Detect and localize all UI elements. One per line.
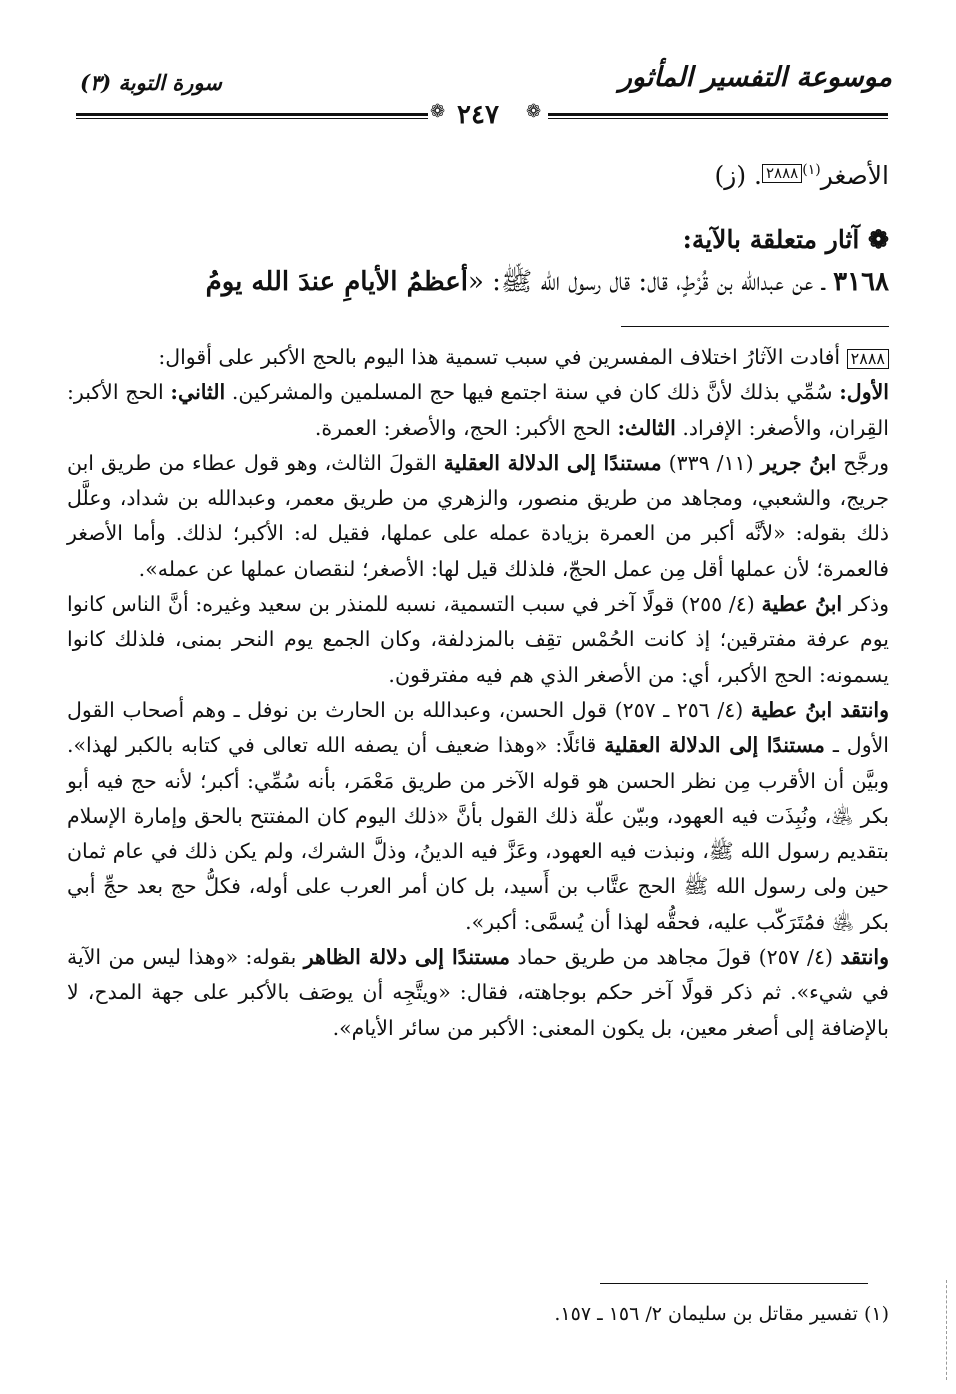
p4-bold-2: مستندًا إلى الدلالة العقلية [604, 733, 825, 758]
commentary-note [67, 340, 889, 1046]
footnote-marker: (١) [802, 162, 821, 178]
p1-bold-1: الأول: [839, 380, 889, 405]
p3-text-b: (٤/ ٢٥٥) قولًا آخر في سبب التسمية، نسبه للمنذر بن سعيد وغيره: أنَّ الناس كانوا يوم عرفة مفترقين؛ إذ كانت الحُمْس تقِف بالمزدلفة، وكان الجمع يوم النحر بمنى، فلذلك كانوا يسمونه: الحج الأكبر، أي: من الأصغر الذي هم فيه مفترقون. [67, 592, 889, 687]
hadith-line [67, 262, 889, 302]
ornament-right-icon: ❁ [526, 101, 542, 122]
p4-bold-1: وانتقد ابنُ عطية [750, 697, 890, 722]
p1-text-1: سُمِّي بذلك لأنَّ ذلك كان في سنة اجتمع فيها حج المسلمين والمشركين. [225, 380, 840, 405]
hadith-bold-text: أعظمُ الأيامِ عندَ الله يومُ [205, 267, 468, 297]
continuation-text: الأصغر [820, 161, 889, 190]
commentary-separator [621, 326, 889, 327]
p1-text-2: الحج الأكبر: القِران، والأصغر: الإفراد. [67, 380, 889, 440]
p4-text-b: قائلًا: «وهذا ضعيف أن يصفه الله تعالى في كتابه بالكبر لهذا». وبيَّن أن الأقرب مِن نظر الحسن هو قوله الآخر من طريق مَعْمَر، بأنه سُمِّي: أكبر؛ لأنه حج فيه أبو بكر ﵁، ونُبِذَت فيه العهود، وبيّن علّة ذلك القول بأنَّ «ذلك اليوم كان المفتتح بالحق وإمارة الإسلام بتقديم رسول الله ﷺ، ونبذت فيه العهود، وعَزَّ فيه الدينُ، وذلَّ الشرك، ولم يكن ذلك في عام ثمان حين ولى رسول الله ﷺ الحج عتَّاب بن أَسيد، بل كان أمر العرب على أوله، فكلُّ حج بعد حجِّ أبي بكر ﵁ فمُتَرَكّب عليه، فحقُّه لهذا أن يُسمَّى: أكبر». [67, 733, 889, 934]
footnote-separator [600, 1283, 868, 1284]
p2-bold-1: ابنُ جرير [760, 450, 837, 475]
note-paragraph-5 [67, 940, 889, 1046]
hadith-text: ـ عن عبدالله بن قُرْطٍ، قال: قال رسول الله ﷺ: « [467, 267, 834, 297]
p3-text-a: وذكر [842, 592, 889, 617]
continuation-line [67, 152, 889, 194]
margin-marks [946, 1280, 949, 1380]
p5-text-a: (٤/ ٢٥٧) قولَ مجاهد من طريق حماد [510, 945, 841, 970]
note-intro-text: أفادت الآثارُ اختلاف المفسرين في سبب تسمية هذا اليوم بالحج الأكبر على أقوال: [158, 345, 847, 369]
note-paragraph-3 [67, 587, 889, 693]
page-number: ٢٤٧ [457, 100, 499, 130]
note-paragraph-1 [67, 375, 889, 446]
hadith-number: ٣١٦٨ [833, 267, 889, 297]
p1-bold-2: الثاني: [170, 380, 226, 405]
p5-text-b: بقوله: «وهذا ليس من الآية في شيء». ثم ذكر قولًا آخر حكم بوجاهته، فقال: «ويتَّجِه أن يوصَف بالأكبر على جهة المدح، لا بالإضافة إلى أصغر معين، بل يكون المعنى: الأكبر من سائر الأيام». [67, 945, 889, 1040]
p2-text-c: القولَ الثالث، وهو قول عطاء من طريق ابن جريج، والشعبي، ومجاهد من طريق منصور، والزهري من طريق معمر، وعبدالله بن شداد، وعلَّل ذلك بقوله: «لأنَّه أكبر من العمرة بزيادة عمله على عملها، فقيل له: الأكبر؛ لذلك. وأما الأصغر فالعمرة؛ لأن عملها أقل مِن عمل الحجّ، فلذلك قيل لها: الأصغر؛ لنقصان عملها عن عمله». [67, 450, 889, 581]
p2-bold-2: مستندًا إلى الدلالة العقلية [443, 450, 662, 475]
p3-bold-1: ابنُ عطية [761, 592, 843, 617]
footnote: (١) تفسير مقاتل بن سليمان ٢/ ١٥٦ ـ ١٥٧. [554, 1303, 889, 1325]
section-heading: ❁ آثار متعلقة بالآية: [682, 225, 889, 254]
p1-text-3: الحج الأكبر: الحج، والأصغر: العمرة. [314, 415, 618, 440]
note-intro [67, 340, 889, 375]
p2-text-a: ورجَّح [836, 450, 889, 475]
continuation-tail: . (ز) [714, 161, 762, 190]
ornament-left-icon: ❁ [430, 101, 446, 122]
note-paragraph-4 [67, 693, 889, 940]
cross-ref-box: ٢٨٨٨ [762, 164, 802, 183]
p1-bold-3: الثالث: [617, 415, 676, 440]
p2-text-b: (١١/ ٣٣٩) [661, 450, 761, 475]
p4-text-a: (٤/ ٢٥٦ ـ ٢٥٧) قول الحسن، وعبدالله بن الحارث بن نوفل ـ وهم أصحاب القول الأول ـ [67, 697, 889, 758]
note-ref-box: ٢٨٨٨ [847, 349, 889, 369]
p5-bold-2: مستندًا إلى دلالة الظاهر [303, 945, 511, 970]
note-paragraph-2 [67, 446, 889, 587]
book-title: موسوعة التفسير المأثور [618, 62, 892, 93]
surah-label: سورة التوبة (٣) [80, 70, 222, 95]
p5-bold-1: وانتقد [840, 945, 889, 970]
